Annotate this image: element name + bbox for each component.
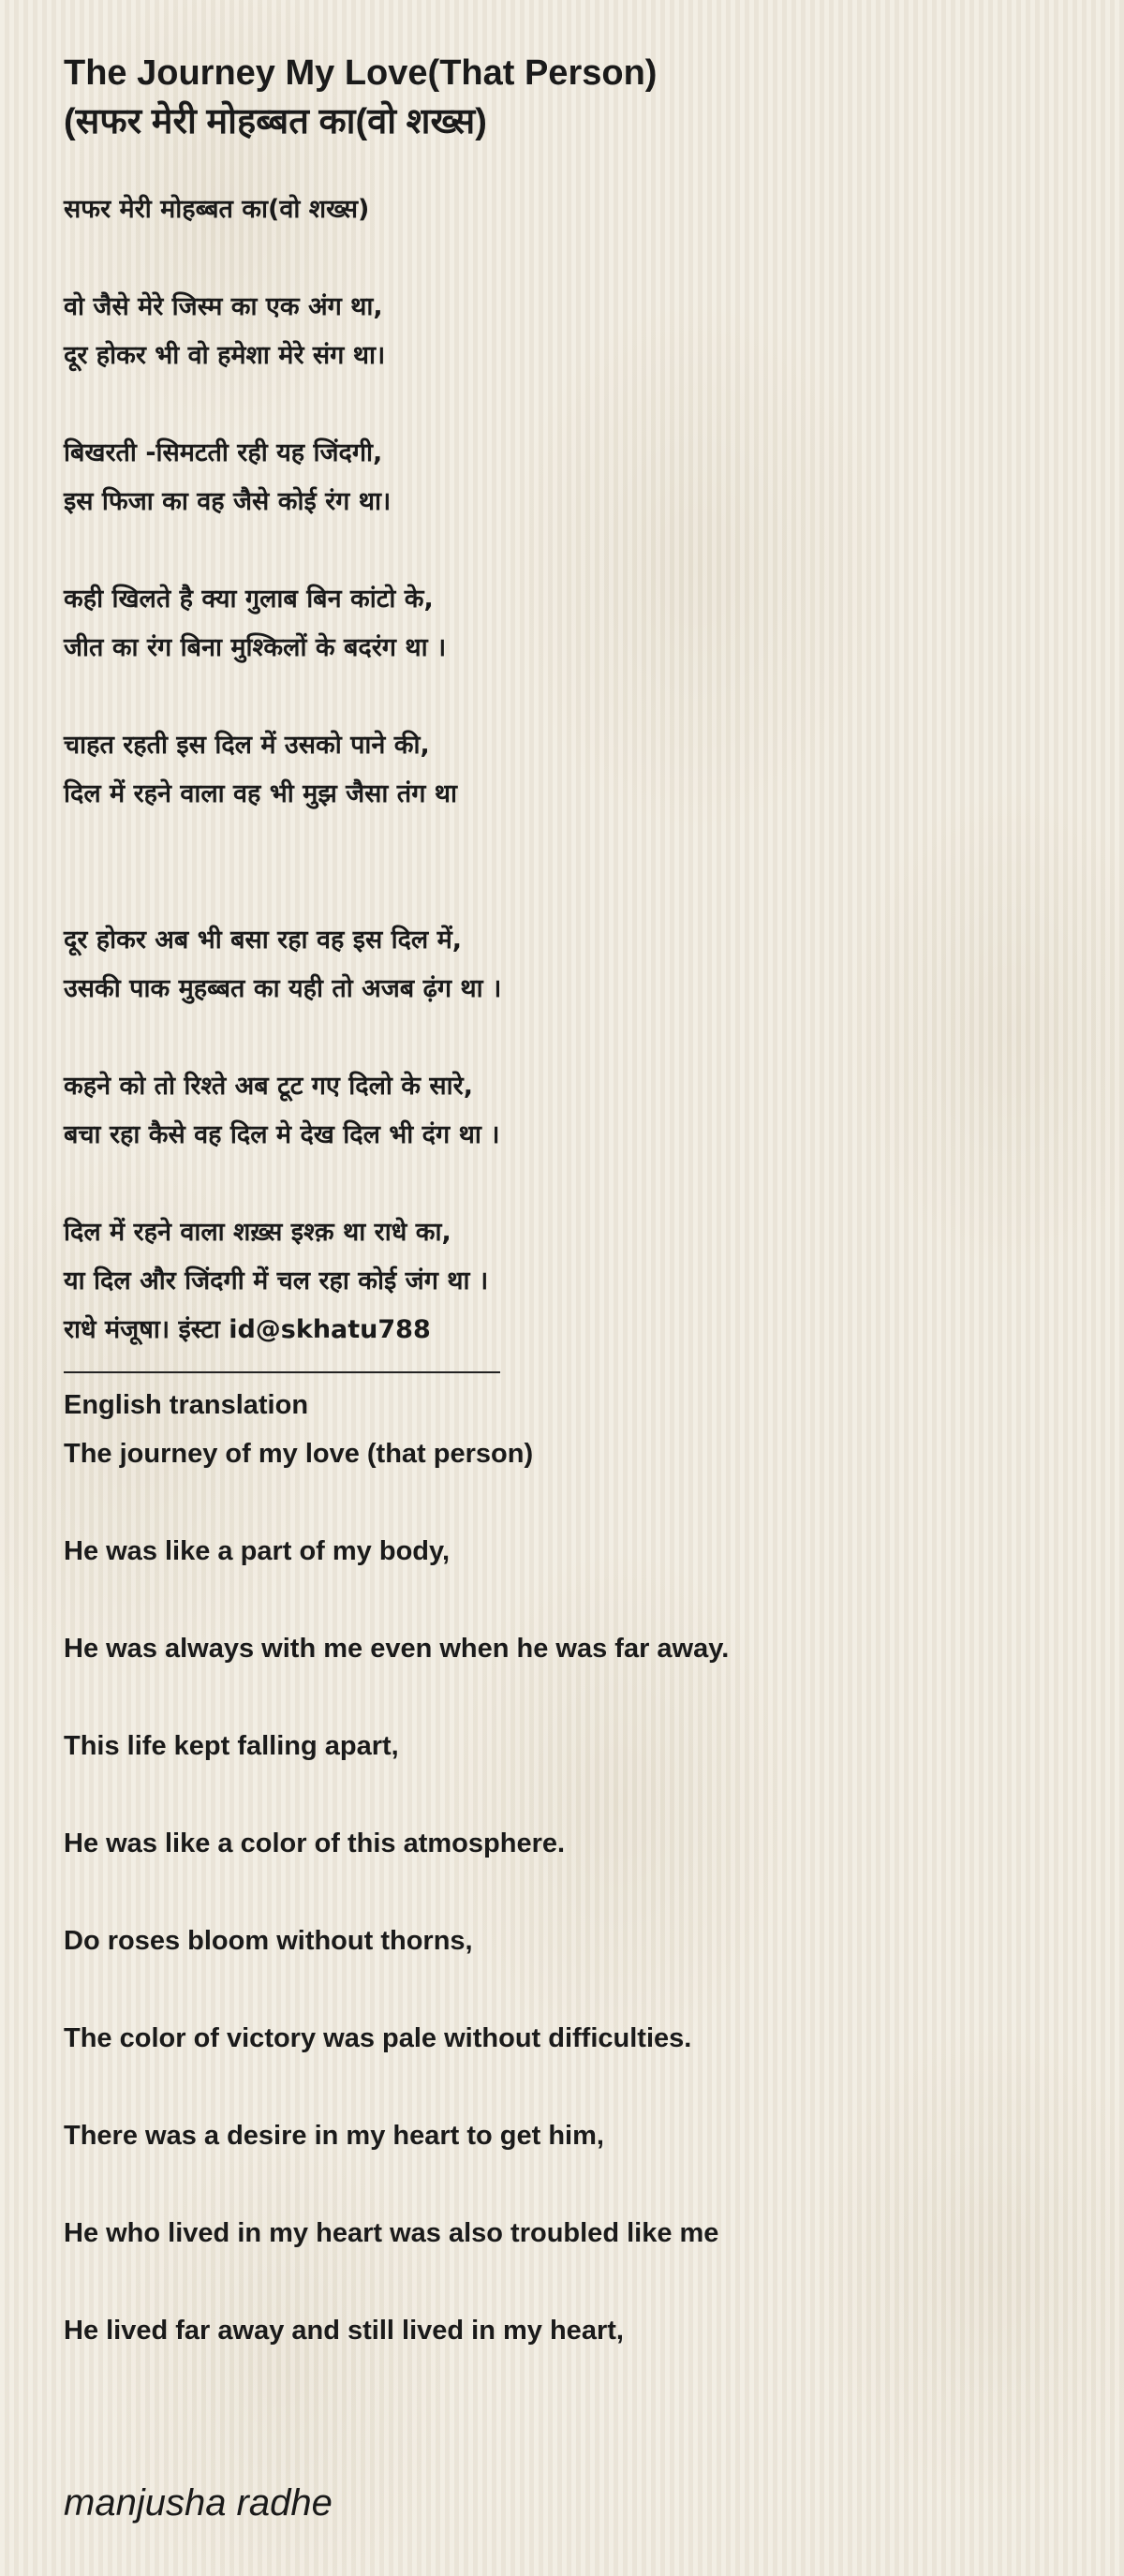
- poem-line: दूर होकर अब भी बसा रहा वह इस दिल में,: [64, 925, 463, 955]
- poem-line: The journey of my love (that person): [64, 1439, 534, 1469]
- poem-title-hindi: (सफर मेरी मोहब्बत का(वो शख्स): [64, 102, 487, 141]
- poem-line: जीत का रंग बिना मुश्किलों के बदरंग था ।: [64, 633, 447, 662]
- poem-line: He lived far away and still lived in my heart,: [64, 2316, 624, 2346]
- blank-line: [64, 1673, 1075, 1722]
- poem-line: बचा रहा कैसे वह दिल मे देख दिल भी दंग था ।: [64, 1120, 500, 1149]
- poem-line: कही खिलते है क्या गुलाब बिन कांटो के,: [64, 585, 434, 614]
- poem-line: उसकी पाक मुहब्बत का यही तो अजब ढ़ंग था ।: [64, 974, 502, 1003]
- poem-line: या दिल और जिंदगी में चल रहा कोई जंग था ।: [64, 1266, 489, 1295]
- poem-line: There was a desire in my heart to get him,: [64, 2121, 604, 2151]
- blank-line: [64, 2258, 1075, 2306]
- blank-line: [64, 1965, 1075, 2014]
- poem-line: He who lived in my heart was also troubled like me: [64, 2218, 719, 2248]
- blank-line: [64, 1478, 1075, 1527]
- blank-line: [64, 1576, 1075, 1624]
- blank-line: [64, 1770, 1075, 1819]
- poem-page: [64, 49, 1075, 2355]
- poem-line: He was always with me even when he was far away.: [64, 1634, 730, 1664]
- poem-line: This life kept falling apart,: [64, 1731, 399, 1761]
- blank-line: [64, 867, 1075, 916]
- poem-line: Do roses bloom without thorns,: [64, 1926, 473, 1956]
- poem-line: बिखरती -सिमटती रही यह जिंदगी,: [64, 438, 383, 467]
- poem-line: राधे मंजूषा। इंस्टा id@skhatu788: [64, 1315, 431, 1344]
- blank-line: [64, 2160, 1075, 2209]
- hindi-poem-block: [64, 185, 1075, 1355]
- poem-line: इस फिजा का वह जैसे कोई रंग था।: [64, 487, 392, 516]
- blank-line: [64, 1014, 1075, 1062]
- poem-line: दिल में रहने वाला शख़्स इश्क़ था राधे का,: [64, 1218, 451, 1247]
- poem-body: [64, 185, 1075, 2355]
- poem-line: He was like a part of my body,: [64, 1536, 451, 1566]
- poem-line: सफर मेरी मोहब्बत का(वो शख्स): [64, 195, 370, 224]
- blank-line: [64, 673, 1075, 721]
- blank-line: [64, 526, 1075, 575]
- author-signature: manjusha radhe: [64, 2482, 333, 2524]
- english-translation-block: [64, 1381, 1075, 2355]
- blank-line: [64, 2063, 1075, 2111]
- poem-line: दूर होकर भी वो हमेशा मेरे संग था।: [64, 341, 386, 370]
- blank-line: [64, 1868, 1075, 1917]
- blank-line: [64, 1160, 1075, 1208]
- poem-title-english: The Journey My Love(That Person): [64, 53, 658, 93]
- blank-line: [64, 380, 1075, 429]
- poem-title: [64, 49, 1075, 146]
- poem-line: English translation: [64, 1390, 309, 1420]
- blank-line: [64, 234, 1075, 283]
- blank-line: [64, 819, 1075, 867]
- poem-line: दिल में रहने वाला वह भी मुझ जैसा तंग था: [64, 779, 458, 808]
- section-divider: [64, 1371, 500, 1373]
- poem-line: वो जैसे मेरे जिस्म का एक अंग था,: [64, 292, 383, 321]
- poem-line: He was like a color of this atmosphere.: [64, 1828, 566, 1858]
- poem-line: कहने को तो रिश्ते अब टूट गए दिलो के सारे,: [64, 1072, 473, 1101]
- poem-line: चाहत रहती इस दिल में उसको पाने की,: [64, 731, 430, 760]
- poem-line: The color of victory was pale without difficulties.: [64, 2023, 692, 2053]
